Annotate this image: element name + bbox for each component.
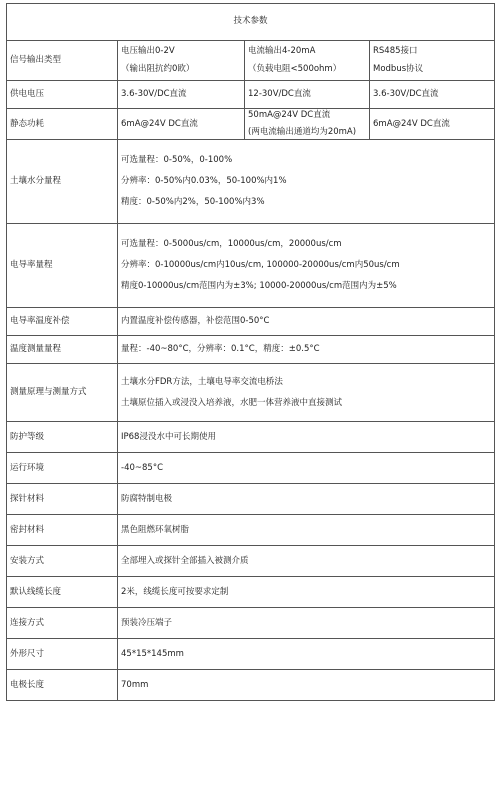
title-row <box>7 4 495 41</box>
table-row <box>7 140 495 224</box>
value-line: 6mA@24V DC直流 <box>373 118 450 129</box>
value-line: （负载电阻<500ohm） <box>248 63 342 74</box>
row-label: 防护等级 <box>7 422 118 453</box>
table-row <box>7 364 495 422</box>
table-row <box>7 515 495 546</box>
row-label: 温度测量量程 <box>7 336 118 364</box>
value-line: 分辨率：0-10000us/cm内10us/cm, 100000-20000us/cm内50us/cm <box>121 260 400 271</box>
table-row <box>7 639 495 670</box>
row-value <box>118 81 245 109</box>
value-line: 电流输出4-20mA <box>248 46 316 57</box>
table-row <box>7 308 495 336</box>
row-value <box>245 41 370 81</box>
table-row <box>7 41 495 81</box>
row-value <box>118 515 495 546</box>
value-line: 45*15*145mm <box>121 648 184 659</box>
value-line: 精度0-10000us/cm范围内为±3%; 10000-20000us/cm范围内为±5% <box>121 281 397 292</box>
row-value <box>118 140 495 224</box>
row-value <box>118 608 495 639</box>
row-label: 运行环境 <box>7 453 118 484</box>
value-line: 量程：-40~80°C，分辨率：0.1°C，精度：±0.5°C <box>121 344 320 355</box>
value-line: 12-30V/DC直流 <box>248 88 311 99</box>
value-line: 精度：0-50%内2%，50-100%内3% <box>121 197 265 208</box>
row-label: 测量原理与测量方式 <box>7 364 118 422</box>
table-row <box>7 577 495 608</box>
value-line: 土壤原位插入或浸没入培养液，水肥一体营养液中直接测试 <box>121 397 343 408</box>
table-row <box>7 336 495 364</box>
row-value <box>245 81 370 109</box>
row-value <box>118 336 495 364</box>
value-line: 3.6-30V/DC直流 <box>121 88 187 99</box>
value-line: 可选量程：0-50%，0-100% <box>121 155 233 166</box>
row-label: 静态功耗 <box>7 109 118 140</box>
row-value <box>118 639 495 670</box>
value-line: 预装冷压端子 <box>121 617 173 628</box>
table-row <box>7 422 495 453</box>
value-line: -40~85°C <box>121 462 164 473</box>
row-label: 土壤水分量程 <box>7 140 118 224</box>
table-row <box>7 608 495 639</box>
value-line: RS485接口 <box>373 46 418 57</box>
row-value <box>370 109 495 140</box>
table-row <box>7 224 495 308</box>
row-label: 密封材料 <box>7 515 118 546</box>
row-value <box>118 364 495 422</box>
value-line: 6mA@24V DC直流 <box>121 118 198 129</box>
row-value <box>118 422 495 453</box>
row-label: 探针材料 <box>7 484 118 515</box>
row-label: 信号输出类型 <box>7 41 118 81</box>
row-label: 电导率温度补偿 <box>7 308 118 336</box>
row-value <box>118 109 245 140</box>
row-value <box>118 224 495 308</box>
value-line: 可选量程：0-5000us/cm，10000us/cm，20000us/cm <box>121 239 342 250</box>
row-label: 连接方式 <box>7 608 118 639</box>
row-label: 安装方式 <box>7 546 118 577</box>
value-line: 3.6-30V/DC直流 <box>373 88 439 99</box>
value-line: 内置温度补偿传感器，补偿范围0-50°C <box>121 316 270 327</box>
row-label: 默认线缆长度 <box>7 577 118 608</box>
row-value <box>370 81 495 109</box>
table-row <box>7 484 495 515</box>
row-label: 电导率量程 <box>7 224 118 308</box>
value-line: 土壤水分FDR方法，土壤电导率交流电桥法 <box>121 376 283 387</box>
table-title: 技术参数 <box>7 4 495 41</box>
value-line: 2米，线缆长度可按要求定制 <box>121 586 229 597</box>
table-row <box>7 670 495 701</box>
value-line: (两电流输出通道均为20mA) <box>248 127 357 138</box>
technical-parameters-table <box>6 3 495 701</box>
row-label: 外形尺寸 <box>7 639 118 670</box>
value-line: 50mA@24V DC直流 <box>248 110 331 120</box>
table-row <box>7 81 495 109</box>
value-line: 电压输出0-2V <box>121 46 175 57</box>
row-value <box>118 41 245 81</box>
value-line: 防腐特制电极 <box>121 493 173 504</box>
row-value <box>118 308 495 336</box>
value-line: 分辨率：0-50%内0.03%，50-100%内1% <box>121 176 287 187</box>
value-line: 全部埋入或探针全部插入被测介质 <box>121 555 249 566</box>
row-label: 电极长度 <box>7 670 118 701</box>
row-value <box>118 577 495 608</box>
row-value <box>118 453 495 484</box>
table-row <box>7 109 495 140</box>
value-line: 黑色阻燃环氧树脂 <box>121 524 190 535</box>
value-line: 70mm <box>121 679 149 690</box>
table-row <box>7 546 495 577</box>
row-value <box>118 670 495 701</box>
table-body <box>7 4 495 701</box>
table-row <box>7 453 495 484</box>
row-value <box>370 41 495 81</box>
row-label: 供电电压 <box>7 81 118 109</box>
value-line: （输出阻抗约0欧） <box>121 63 195 74</box>
row-value <box>245 109 370 140</box>
value-line: IP68浸没水中可长期使用 <box>121 431 216 442</box>
value-line: Modbus协议 <box>373 63 424 74</box>
row-value <box>118 484 495 515</box>
row-value <box>118 546 495 577</box>
